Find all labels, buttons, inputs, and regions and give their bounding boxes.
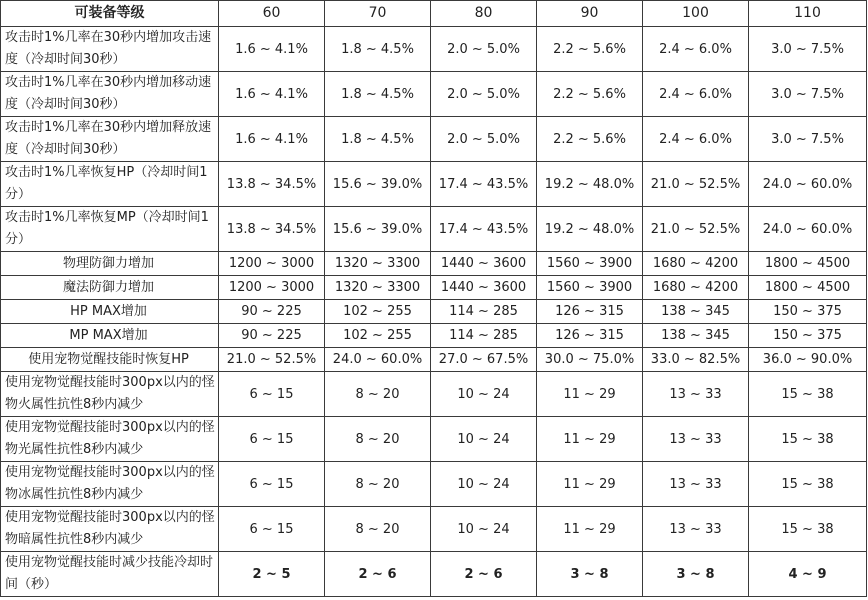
table-row: [1, 348, 867, 372]
table-cell: 13 ~ 33: [643, 507, 749, 552]
header-cell-80: 80: [431, 1, 537, 27]
table-cell: 2.2 ~ 5.6%: [537, 72, 643, 117]
table-cell: 126 ~ 315: [537, 300, 643, 324]
table-cell: 15 ~ 38: [749, 507, 867, 552]
table-cell: 3.0 ~ 7.5%: [749, 72, 867, 117]
table-cell: 102 ~ 255: [325, 300, 431, 324]
table-row: [1, 207, 867, 252]
table-row: [1, 276, 867, 300]
table-cell: 8 ~ 20: [325, 507, 431, 552]
row-label: 魔法防御力增加: [1, 276, 219, 300]
table-cell: 1800 ~ 4500: [749, 252, 867, 276]
table-cell: 15.6 ~ 39.0%: [325, 162, 431, 207]
row-label: 攻击时1%几率恢复MP（冷却时间1分）: [1, 207, 219, 252]
table-cell: 2.0 ~ 5.0%: [431, 27, 537, 72]
table-cell: 21.0 ~ 52.5%: [643, 162, 749, 207]
table-cell: 2.4 ~ 6.0%: [643, 117, 749, 162]
table-cell: 17.4 ~ 43.5%: [431, 207, 537, 252]
row-label: 使用宠物觉醒技能时300px以内的怪物暗属性抗性8秒内减少: [1, 507, 219, 552]
table-cell: 2 ~ 6: [431, 552, 537, 597]
table-cell: 13.8 ~ 34.5%: [219, 207, 325, 252]
header-cell-70: 70: [325, 1, 431, 27]
table-cell: 1680 ~ 4200: [643, 276, 749, 300]
table-cell: 2.2 ~ 5.6%: [537, 27, 643, 72]
table-cell: 1200 ~ 3000: [219, 252, 325, 276]
table-cell: 114 ~ 285: [431, 324, 537, 348]
table-cell: 15 ~ 38: [749, 417, 867, 462]
table-cell: 19.2 ~ 48.0%: [537, 207, 643, 252]
row-label: 使用宠物觉醒技能时减少技能冷却时间（秒）: [1, 552, 219, 597]
table-cell: 102 ~ 255: [325, 324, 431, 348]
table-cell: 126 ~ 315: [537, 324, 643, 348]
table-cell: 3 ~ 8: [643, 552, 749, 597]
header-cell-90: 90: [537, 1, 643, 27]
table-cell: 13.8 ~ 34.5%: [219, 162, 325, 207]
table-cell: 6 ~ 15: [219, 507, 325, 552]
table-cell: 2.0 ~ 5.0%: [431, 117, 537, 162]
header-cell-60: 60: [219, 1, 325, 27]
table-cell: 1440 ~ 3600: [431, 252, 537, 276]
table-cell: 1200 ~ 3000: [219, 276, 325, 300]
table-row: [1, 324, 867, 348]
table-cell: 1.8 ~ 4.5%: [325, 72, 431, 117]
table-row: [1, 417, 867, 462]
table-cell: 138 ~ 345: [643, 300, 749, 324]
table-cell: 10 ~ 24: [431, 507, 537, 552]
table-row: [1, 27, 867, 72]
table-cell: 2.4 ~ 6.0%: [643, 27, 749, 72]
table-cell: 1.6 ~ 4.1%: [219, 117, 325, 162]
table-cell: 1440 ~ 3600: [431, 276, 537, 300]
table-cell: 11 ~ 29: [537, 417, 643, 462]
table-cell: 1.6 ~ 4.1%: [219, 72, 325, 117]
table-row: [1, 72, 867, 117]
row-label: 使用宠物觉醒技能时300px以内的怪物冰属性抗性8秒内减少: [1, 462, 219, 507]
row-label: 攻击时1%几率在30秒内增加释放速度（冷却时间30秒）: [1, 117, 219, 162]
table-cell: 6 ~ 15: [219, 372, 325, 417]
table-cell: 1320 ~ 3300: [325, 252, 431, 276]
table-cell: 17.4 ~ 43.5%: [431, 162, 537, 207]
table-cell: 8 ~ 20: [325, 462, 431, 507]
table-cell: 24.0 ~ 60.0%: [749, 162, 867, 207]
table-row: [1, 300, 867, 324]
table-row: [1, 552, 867, 597]
table-cell: 114 ~ 285: [431, 300, 537, 324]
table-cell: 6 ~ 15: [219, 462, 325, 507]
row-label: 攻击时1%几率在30秒内增加攻击速度（冷却时间30秒）: [1, 27, 219, 72]
header-cell-110: 110: [749, 1, 867, 27]
table-row: [1, 162, 867, 207]
table-row: [1, 507, 867, 552]
table-cell: 10 ~ 24: [431, 372, 537, 417]
table-row: [1, 252, 867, 276]
table-cell: 90 ~ 225: [219, 324, 325, 348]
table-cell: 4 ~ 9: [749, 552, 867, 597]
row-label: 攻击时1%几率在30秒内增加移动速度（冷却时间30秒）: [1, 72, 219, 117]
header-cell-100: 100: [643, 1, 749, 27]
header-cell-level-label: 可装备等级: [1, 1, 219, 27]
row-label: 物理防御力增加: [1, 252, 219, 276]
table-cell: 10 ~ 24: [431, 417, 537, 462]
table-cell: 27.0 ~ 67.5%: [431, 348, 537, 372]
table-cell: 2 ~ 5: [219, 552, 325, 597]
table-cell: 3.0 ~ 7.5%: [749, 27, 867, 72]
table-cell: 3 ~ 8: [537, 552, 643, 597]
table-cell: 2.0 ~ 5.0%: [431, 72, 537, 117]
table-cell: 21.0 ~ 52.5%: [643, 207, 749, 252]
table-cell: 1800 ~ 4500: [749, 276, 867, 300]
table-cell: 138 ~ 345: [643, 324, 749, 348]
table-cell: 21.0 ~ 52.5%: [219, 348, 325, 372]
table-cell: 13 ~ 33: [643, 372, 749, 417]
table-cell: 8 ~ 20: [325, 417, 431, 462]
table-cell: 11 ~ 29: [537, 462, 643, 507]
table-cell: 1.8 ~ 4.5%: [325, 27, 431, 72]
table-cell: 15 ~ 38: [749, 372, 867, 417]
table-cell: 1.8 ~ 4.5%: [325, 117, 431, 162]
row-label: 使用宠物觉醒技能时300px以内的怪物光属性抗性8秒内减少: [1, 417, 219, 462]
table-cell: 36.0 ~ 90.0%: [749, 348, 867, 372]
table-cell: 8 ~ 20: [325, 372, 431, 417]
table-cell: 1560 ~ 3900: [537, 252, 643, 276]
table-cell: 1320 ~ 3300: [325, 276, 431, 300]
table-cell: 150 ~ 375: [749, 300, 867, 324]
table-cell: 2.2 ~ 5.6%: [537, 117, 643, 162]
table-cell: 1560 ~ 3900: [537, 276, 643, 300]
table-cell: 30.0 ~ 75.0%: [537, 348, 643, 372]
table-cell: 2.4 ~ 6.0%: [643, 72, 749, 117]
table-cell: 24.0 ~ 60.0%: [325, 348, 431, 372]
row-label: 攻击时1%几率恢复HP（冷却时间1分）: [1, 162, 219, 207]
row-label: HP MAX增加: [1, 300, 219, 324]
table-cell: 11 ~ 29: [537, 507, 643, 552]
table-cell: 6 ~ 15: [219, 417, 325, 462]
table-cell: 2 ~ 6: [325, 552, 431, 597]
table-row: [1, 372, 867, 417]
table-row: [1, 462, 867, 507]
table-cell: 24.0 ~ 60.0%: [749, 207, 867, 252]
row-label: 使用宠物觉醒技能时恢复HP: [1, 348, 219, 372]
header-row: [1, 1, 867, 27]
table-cell: 3.0 ~ 7.5%: [749, 117, 867, 162]
table-cell: 11 ~ 29: [537, 372, 643, 417]
row-label: MP MAX增加: [1, 324, 219, 348]
table-row: [1, 117, 867, 162]
table-cell: 10 ~ 24: [431, 462, 537, 507]
table-cell: 90 ~ 225: [219, 300, 325, 324]
table-cell: 15 ~ 38: [749, 462, 867, 507]
table-cell: 1.6 ~ 4.1%: [219, 27, 325, 72]
table-cell: 1680 ~ 4200: [643, 252, 749, 276]
table-cell: 13 ~ 33: [643, 462, 749, 507]
table-cell: 13 ~ 33: [643, 417, 749, 462]
table-cell: 33.0 ~ 82.5%: [643, 348, 749, 372]
table-cell: 15.6 ~ 39.0%: [325, 207, 431, 252]
table-cell: 19.2 ~ 48.0%: [537, 162, 643, 207]
table-cell: 150 ~ 375: [749, 324, 867, 348]
row-label: 使用宠物觉醒技能时300px以内的怪物火属性抗性8秒内减少: [1, 372, 219, 417]
